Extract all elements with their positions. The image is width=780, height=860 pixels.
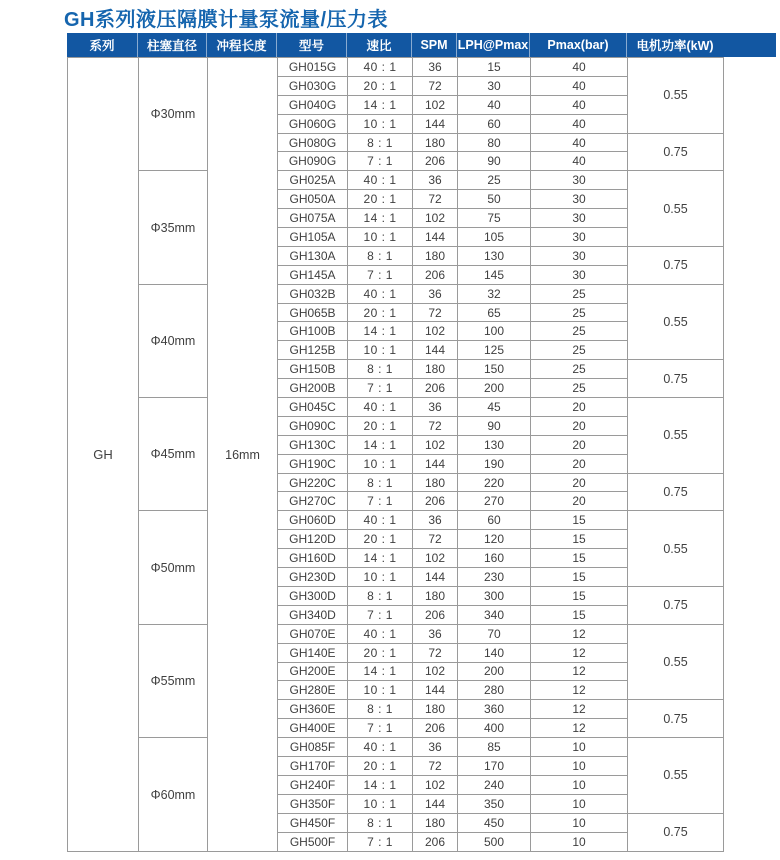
model-cell: GH120D xyxy=(278,530,348,549)
spm-cell: 180 xyxy=(413,246,458,265)
pmax-cell: 25 xyxy=(531,341,628,360)
ratio-cell: 8 : 1 xyxy=(348,473,413,492)
model-cell: GH070E xyxy=(278,624,348,643)
model-cell: GH090C xyxy=(278,416,348,435)
spm-cell: 72 xyxy=(413,756,458,775)
pmax-cell: 10 xyxy=(531,756,628,775)
table-row xyxy=(68,511,724,530)
motor-power-cell: 0.55 xyxy=(628,398,724,474)
spm-cell: 206 xyxy=(413,605,458,624)
pmax-cell: 15 xyxy=(531,586,628,605)
lph-cell: 270 xyxy=(458,492,531,511)
spm-cell: 144 xyxy=(413,454,458,473)
ratio-cell: 14 : 1 xyxy=(348,209,413,228)
model-cell: GH040G xyxy=(278,95,348,114)
model-cell: GH170F xyxy=(278,756,348,775)
ratio-cell: 7 : 1 xyxy=(348,379,413,398)
ratio-cell: 14 : 1 xyxy=(348,322,413,341)
model-cell: GH032B xyxy=(278,284,348,303)
model-cell: GH400E xyxy=(278,719,348,738)
spm-cell: 144 xyxy=(413,568,458,587)
pmax-cell: 30 xyxy=(531,190,628,209)
ratio-cell: 14 : 1 xyxy=(348,662,413,681)
ratio-cell: 8 : 1 xyxy=(348,133,413,152)
motor-power-cell: 0.55 xyxy=(628,284,724,360)
spm-cell: 72 xyxy=(413,530,458,549)
model-cell: GH340D xyxy=(278,605,348,624)
model-cell: GH280E xyxy=(278,681,348,700)
lph-cell: 340 xyxy=(458,605,531,624)
model-cell: GH060G xyxy=(278,114,348,133)
model-cell: GH045C xyxy=(278,398,348,417)
pmax-cell: 12 xyxy=(531,700,628,719)
lph-cell: 80 xyxy=(458,133,531,152)
spm-cell: 144 xyxy=(413,794,458,813)
ratio-cell: 7 : 1 xyxy=(348,605,413,624)
model-cell: GH200E xyxy=(278,662,348,681)
model-cell: GH230D xyxy=(278,568,348,587)
model-cell: GH080G xyxy=(278,133,348,152)
col-header-speed-ratio: 速比 xyxy=(347,33,412,57)
lph-cell: 200 xyxy=(458,379,531,398)
col-header-series: 系列 xyxy=(67,33,138,57)
model-cell: GH105A xyxy=(278,228,348,247)
lph-cell: 220 xyxy=(458,473,531,492)
table-row xyxy=(68,398,724,417)
lph-cell: 90 xyxy=(458,152,531,171)
pmax-cell: 40 xyxy=(531,114,628,133)
lph-cell: 170 xyxy=(458,756,531,775)
lph-cell: 160 xyxy=(458,549,531,568)
motor-power-cell: 0.55 xyxy=(628,624,724,700)
lph-cell: 85 xyxy=(458,738,531,757)
motor-power-cell: 0.75 xyxy=(628,133,724,171)
model-cell: GH065B xyxy=(278,303,348,322)
spm-cell: 72 xyxy=(413,190,458,209)
ratio-cell: 10 : 1 xyxy=(348,794,413,813)
lph-cell: 30 xyxy=(458,76,531,95)
lph-cell: 150 xyxy=(458,360,531,379)
spm-cell: 206 xyxy=(413,492,458,511)
motor-power-cell: 0.75 xyxy=(628,586,724,624)
ratio-cell: 14 : 1 xyxy=(348,95,413,114)
pmax-cell: 30 xyxy=(531,265,628,284)
spm-cell: 206 xyxy=(413,379,458,398)
lph-cell: 360 xyxy=(458,700,531,719)
lph-cell: 25 xyxy=(458,171,531,190)
lph-cell: 32 xyxy=(458,284,531,303)
lph-cell: 120 xyxy=(458,530,531,549)
ratio-cell: 7 : 1 xyxy=(348,152,413,171)
pmax-cell: 25 xyxy=(531,360,628,379)
pmax-cell: 15 xyxy=(531,568,628,587)
lph-cell: 400 xyxy=(458,719,531,738)
ratio-cell: 10 : 1 xyxy=(348,341,413,360)
ratio-cell: 40 : 1 xyxy=(348,398,413,417)
pmax-cell: 12 xyxy=(531,643,628,662)
pmax-cell: 12 xyxy=(531,624,628,643)
pmax-cell: 30 xyxy=(531,171,628,190)
ratio-cell: 14 : 1 xyxy=(348,549,413,568)
pmax-cell: 25 xyxy=(531,303,628,322)
spm-cell: 36 xyxy=(413,738,458,757)
spm-cell: 72 xyxy=(413,643,458,662)
ratio-cell: 10 : 1 xyxy=(348,228,413,247)
ratio-cell: 10 : 1 xyxy=(348,568,413,587)
col-header-motor-power: 电机功率(kW) xyxy=(636,39,714,53)
ratio-cell: 10 : 1 xyxy=(348,681,413,700)
table-row xyxy=(68,624,724,643)
model-cell: GH160D xyxy=(278,549,348,568)
lph-cell: 190 xyxy=(458,454,531,473)
ratio-cell: 20 : 1 xyxy=(348,303,413,322)
ratio-cell: 7 : 1 xyxy=(348,492,413,511)
motor-power-cell: 0.75 xyxy=(628,473,724,511)
motor-power-cell: 0.75 xyxy=(628,700,724,738)
model-cell: GH075A xyxy=(278,209,348,228)
spm-cell: 180 xyxy=(413,473,458,492)
lph-cell: 65 xyxy=(458,303,531,322)
lph-cell: 45 xyxy=(458,398,531,417)
model-cell: GH125B xyxy=(278,341,348,360)
model-cell: GH090G xyxy=(278,152,348,171)
spm-cell: 102 xyxy=(413,549,458,568)
motor-power-cell: 0.55 xyxy=(628,738,724,814)
header-bar-filler xyxy=(723,33,776,57)
table-row xyxy=(68,284,724,303)
lph-cell: 130 xyxy=(458,435,531,454)
lph-cell: 105 xyxy=(458,228,531,247)
spm-cell: 72 xyxy=(413,303,458,322)
table-row xyxy=(68,171,724,190)
table-header-bar xyxy=(67,33,776,57)
ratio-cell: 10 : 1 xyxy=(348,454,413,473)
spm-cell: 206 xyxy=(413,152,458,171)
lph-cell: 300 xyxy=(458,586,531,605)
pmax-cell: 10 xyxy=(531,813,628,832)
pmax-cell: 12 xyxy=(531,681,628,700)
model-cell: GH060D xyxy=(278,511,348,530)
ratio-cell: 20 : 1 xyxy=(348,190,413,209)
pmax-cell: 15 xyxy=(531,511,628,530)
spm-cell: 180 xyxy=(413,133,458,152)
spm-cell: 102 xyxy=(413,95,458,114)
motor-power-cell: 0.75 xyxy=(628,813,724,851)
lph-cell: 60 xyxy=(458,511,531,530)
motor-power-cell: 0.55 xyxy=(628,58,724,134)
lph-cell: 450 xyxy=(458,813,531,832)
model-cell: GH100B xyxy=(278,322,348,341)
spm-cell: 36 xyxy=(413,58,458,77)
diameter-cell: Φ60mm xyxy=(139,738,208,852)
spm-cell: 36 xyxy=(413,624,458,643)
spm-cell: 102 xyxy=(413,209,458,228)
model-cell: GH140E xyxy=(278,643,348,662)
model-cell: GH450F xyxy=(278,813,348,832)
lph-cell: 60 xyxy=(458,114,531,133)
col-header-plunger-diameter: 柱塞直径 xyxy=(138,33,207,57)
ratio-cell: 14 : 1 xyxy=(348,435,413,454)
lph-cell: 500 xyxy=(458,832,531,851)
spm-cell: 180 xyxy=(413,813,458,832)
spm-cell: 102 xyxy=(413,322,458,341)
table-row xyxy=(68,58,724,77)
pmax-cell: 10 xyxy=(531,775,628,794)
lph-cell: 145 xyxy=(458,265,531,284)
model-cell: GH050A xyxy=(278,190,348,209)
motor-power-cell: 0.55 xyxy=(628,511,724,587)
diameter-cell: Φ45mm xyxy=(139,398,208,511)
spm-cell: 180 xyxy=(413,360,458,379)
pmax-cell: 40 xyxy=(531,58,628,77)
ratio-cell: 20 : 1 xyxy=(348,643,413,662)
pmax-cell: 20 xyxy=(531,416,628,435)
spm-cell: 102 xyxy=(413,775,458,794)
pmax-cell: 40 xyxy=(531,76,628,95)
ratio-cell: 40 : 1 xyxy=(348,58,413,77)
pmax-cell: 15 xyxy=(531,549,628,568)
diameter-cell: Φ35mm xyxy=(139,171,208,284)
ratio-cell: 20 : 1 xyxy=(348,76,413,95)
model-cell: GH220C xyxy=(278,473,348,492)
ratio-cell: 7 : 1 xyxy=(348,265,413,284)
col-header-pmax: Pmax(bar) xyxy=(530,33,627,57)
motor-power-cell: 0.75 xyxy=(628,360,724,398)
col-header-stroke-length: 冲程长度 xyxy=(207,33,277,57)
spm-cell: 180 xyxy=(413,700,458,719)
spm-cell: 72 xyxy=(413,416,458,435)
pmax-cell: 20 xyxy=(531,473,628,492)
model-cell: GH130A xyxy=(278,246,348,265)
ratio-cell: 20 : 1 xyxy=(348,416,413,435)
spm-cell: 36 xyxy=(413,511,458,530)
lph-cell: 40 xyxy=(458,95,531,114)
ratio-cell: 40 : 1 xyxy=(348,511,413,530)
lph-cell: 350 xyxy=(458,794,531,813)
pmax-cell: 40 xyxy=(531,152,628,171)
ratio-cell: 7 : 1 xyxy=(348,719,413,738)
ratio-cell: 40 : 1 xyxy=(348,624,413,643)
spm-cell: 102 xyxy=(413,662,458,681)
model-cell: GH360E xyxy=(278,700,348,719)
model-cell: GH350F xyxy=(278,794,348,813)
lph-cell: 280 xyxy=(458,681,531,700)
model-cell: GH085F xyxy=(278,738,348,757)
pmax-cell: 15 xyxy=(531,605,628,624)
pmax-cell: 12 xyxy=(531,719,628,738)
spm-cell: 102 xyxy=(413,435,458,454)
spm-cell: 144 xyxy=(413,681,458,700)
ratio-cell: 8 : 1 xyxy=(348,813,413,832)
lph-cell: 230 xyxy=(458,568,531,587)
spm-cell: 180 xyxy=(413,586,458,605)
spm-cell: 144 xyxy=(413,341,458,360)
diameter-cell: Φ40mm xyxy=(139,284,208,397)
model-cell: GH030G xyxy=(278,76,348,95)
pmax-cell: 25 xyxy=(531,379,628,398)
diameter-cell: Φ55mm xyxy=(139,624,208,737)
model-cell: GH145A xyxy=(278,265,348,284)
model-cell: GH240F xyxy=(278,775,348,794)
spm-cell: 206 xyxy=(413,832,458,851)
diameter-cell: Φ50mm xyxy=(139,511,208,624)
model-cell: GH015G xyxy=(278,58,348,77)
pmax-cell: 25 xyxy=(531,322,628,341)
model-cell: GH150B xyxy=(278,360,348,379)
model-cell: GH300D xyxy=(278,586,348,605)
lph-cell: 70 xyxy=(458,624,531,643)
lph-cell: 140 xyxy=(458,643,531,662)
ratio-cell: 40 : 1 xyxy=(348,738,413,757)
lph-cell: 240 xyxy=(458,775,531,794)
ratio-cell: 8 : 1 xyxy=(348,246,413,265)
pmax-cell: 10 xyxy=(531,738,628,757)
lph-cell: 125 xyxy=(458,341,531,360)
stroke-length-cell: 16mm xyxy=(208,58,278,852)
motor-power-cell: 0.75 xyxy=(628,246,724,284)
pmax-cell: 30 xyxy=(531,228,628,247)
spm-cell: 144 xyxy=(413,114,458,133)
pump-spec-table xyxy=(67,57,724,852)
pmax-cell: 10 xyxy=(531,794,628,813)
col-header-lph: LPH@Pmax xyxy=(457,33,530,57)
pmax-cell: 15 xyxy=(531,530,628,549)
pmax-cell: 20 xyxy=(531,398,628,417)
series-cell: GH xyxy=(68,58,139,852)
model-cell: GH190C xyxy=(278,454,348,473)
spm-cell: 206 xyxy=(413,719,458,738)
ratio-cell: 10 : 1 xyxy=(348,114,413,133)
col-header-spm: SPM xyxy=(412,33,457,57)
spm-cell: 36 xyxy=(413,284,458,303)
ratio-cell: 40 : 1 xyxy=(348,171,413,190)
spm-cell: 36 xyxy=(413,171,458,190)
pmax-cell: 10 xyxy=(531,832,628,851)
spm-cell: 36 xyxy=(413,398,458,417)
spm-cell: 206 xyxy=(413,265,458,284)
lph-cell: 15 xyxy=(458,58,531,77)
pmax-cell: 25 xyxy=(531,284,628,303)
motor-power-cell: 0.55 xyxy=(628,171,724,247)
lph-cell: 50 xyxy=(458,190,531,209)
ratio-cell: 20 : 1 xyxy=(348,756,413,775)
spm-cell: 144 xyxy=(413,228,458,247)
model-cell: GH270C xyxy=(278,492,348,511)
pmax-cell: 20 xyxy=(531,454,628,473)
lph-cell: 130 xyxy=(458,246,531,265)
ratio-cell: 8 : 1 xyxy=(348,360,413,379)
ratio-cell: 20 : 1 xyxy=(348,530,413,549)
pmax-cell: 40 xyxy=(531,95,628,114)
col-header-model: 型号 xyxy=(277,33,347,57)
pmax-cell: 20 xyxy=(531,435,628,454)
ratio-cell: 8 : 1 xyxy=(348,586,413,605)
ratio-cell: 40 : 1 xyxy=(348,284,413,303)
table-row xyxy=(68,738,724,757)
lph-cell: 100 xyxy=(458,322,531,341)
ratio-cell: 7 : 1 xyxy=(348,832,413,851)
pmax-cell: 12 xyxy=(531,662,628,681)
model-cell: GH200B xyxy=(278,379,348,398)
pmax-cell: 20 xyxy=(531,492,628,511)
diameter-cell: Φ30mm xyxy=(139,58,208,171)
lph-cell: 75 xyxy=(458,209,531,228)
model-cell: GH500F xyxy=(278,832,348,851)
ratio-cell: 8 : 1 xyxy=(348,700,413,719)
lph-cell: 90 xyxy=(458,416,531,435)
model-cell: GH025A xyxy=(278,171,348,190)
pmax-cell: 30 xyxy=(531,209,628,228)
pmax-cell: 30 xyxy=(531,246,628,265)
ratio-cell: 14 : 1 xyxy=(348,775,413,794)
model-cell: GH130C xyxy=(278,435,348,454)
page-title: GH系列液压隔膜计量泵流量/压力表 xyxy=(64,9,389,31)
lph-cell: 200 xyxy=(458,662,531,681)
spm-cell: 72 xyxy=(413,76,458,95)
pmax-cell: 40 xyxy=(531,133,628,152)
